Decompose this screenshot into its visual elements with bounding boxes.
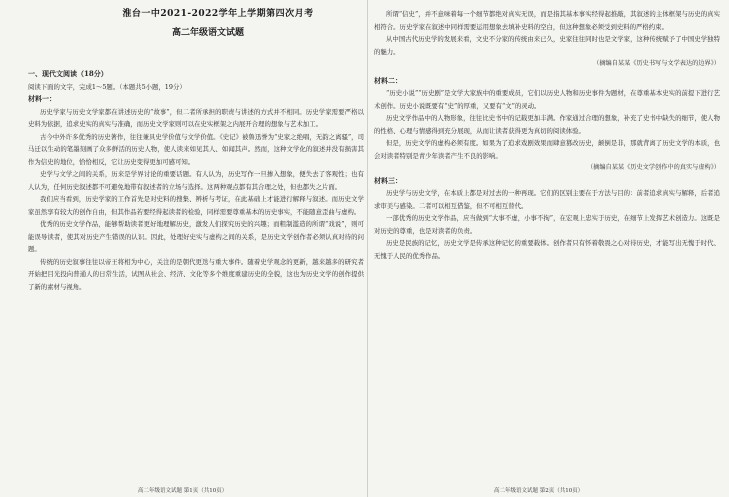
- page-footer-right: 高二年级语文试题 第2页（共10页）: [494, 488, 584, 494]
- instructions: 阅读下面的文字，完成1～5题。（本题共5小题，19分）: [28, 82, 186, 91]
- exam-subtitle: 高二年级语文试题: [171, 28, 244, 38]
- exam-title: 淮台一中2021-2022学年上学期第四次月考: [122, 9, 314, 19]
- paragraph: 所谓“信史”，并不意味着每一个细节都绝对真实无误，而是指其基本事实经得起推敲，其叙述的主体框架与历史的真实相符合。历史学家在叙述中同样需要运用想象去填补史料的空白，但这种想象必须受到史料的严格约束。: [374, 10, 720, 31]
- page-footer-left: 高二年级语文试题 第1页（共10页）: [138, 488, 228, 494]
- material-3-label: 材料三：: [374, 175, 402, 185]
- source-caption-2: （摘编自某某《历史文学创作中的真实与虚构》）: [586, 164, 720, 171]
- paragraph: 历史学与历史文学，在本质上都是对过去的一种再现。它们的区别主要在于方法与目的：前者追求真实与解释，后者追求审美与感染。二者可以相互借鉴，但不可相互替代。: [374, 189, 720, 210]
- paragraph: 历史文学作品中的人物形象，往往比史书中的记载更加丰满。作家通过合理的想象，补充了史书中缺失的细节，使人物的性格、心理与情感得到充分展现，从而让读者获得更为真切的阅读体验。: [374, 114, 720, 135]
- left-text: [28, 68, 364, 293]
- paragraph: 一部优秀的历史文学作品，应当做到“大事不虚，小事不拘”，在宏观上忠实于历史，在细节上发挥艺术创造力。这既是对历史的尊重，也是对读者的负责。: [374, 214, 720, 235]
- paragraph: 从中国古代历史学的发展来看，文史不分家的传统由来已久，史家往往同时也是文学家，这种传统赋予了中国史学独特的魅力。: [374, 35, 720, 56]
- material-2-label: 材料二：: [374, 75, 402, 85]
- right-text: [374, 8, 720, 262]
- paragraph: 史学与文学之间的关系，历来是学界讨论的重要话题。有人认为，历史写作一旦掺入想象，便失去了客观性；也有人认为，任何历史叙述都不可避免地带有叙述者的立场与选择。这两种观点都有其合理之处，但也都失之片面。: [28, 170, 364, 191]
- page-divider: [367, 0, 368, 497]
- source-caption-1: （摘编自某某《历史书写与文学表达的边界》）: [593, 60, 720, 67]
- left-column: [28, 0, 364, 497]
- paragraph: 我们应当看到，历史学家的工作首先是对史料的搜集、辨析与考证，在此基础上才能进行解释与叙述。而历史文学家虽然享有较大的创作自由，但其作品若要经得起读者的检验，同样需要尊重基本的历史事实，不能随意歪曲与虚构。: [28, 195, 364, 216]
- paragraph: 优秀的历史文学作品，能够帮助读者更好地理解历史，激发人们探究历史的兴趣；而粗制滥造的所谓“戏说”，则可能误导读者，使其对历史产生错误的认识。因此，处理好史实与虚构之间的关系，是历史文学创作者必须认真对待的问题。: [28, 220, 364, 253]
- paragraph: 历史学家与历史文学家都在讲述历史的“故事”，但二者所承担的职责与讲述的方式并不相同。历史学家需要严格以史料为依据，追求史实的真实与准确，而历史文学家则可以在史实框架之内展开合理的想象与艺术加工。: [28, 107, 364, 128]
- paragraph: 传统的历史叙事往往以帝王将相为中心，关注的是朝代更迭与重大事件。随着史学观念的更新，越来越多的研究者开始把目光投向普通人的日常生活，试图从社会、经济、文化等多个维度重建历史的全貌，这也为历史文学的创作提供了新的素材与视角。: [28, 257, 364, 291]
- paragraph: “历史小说”“历史剧”是文学大家族中的重要成员，它们以历史人物和历史事件为题材，在尊重基本史实的前提下进行艺术创作。历史小说既要有“史”的厚重，又要有“文”的灵动。: [374, 89, 720, 110]
- paragraph: 但是，历史文学的虚构必须有度。如果为了追求戏剧效果而肆意篡改历史，颠倒是非，那就背离了历史文学的本质，也会对读者特别是青少年读者产生不良的影响。: [374, 139, 720, 160]
- section-heading: 一、现代文阅读（18分）: [28, 69, 108, 78]
- right-column: [374, 0, 720, 497]
- material-1-label: 材料一：: [28, 94, 56, 103]
- paragraph: 古今中外许多优秀的历史著作，往往兼具史学价值与文学价值。《史记》被鲁迅誉为“史家之绝唱，无韵之离骚”，司马迁以生动的笔墨刻画了众多鲜活的历史人物，使人读来如见其人、如闻其声。然而，这种文学化的叙述并没有损害其作为信史的地位，恰恰相反，它让历史变得更加可感可知。: [28, 132, 364, 166]
- paragraph: 历史是民族的记忆，历史文学是传承这种记忆的重要载体。创作者只有怀着敬畏之心对待历史，才能写出无愧于时代、无愧于人民的优秀作品。: [374, 239, 720, 260]
